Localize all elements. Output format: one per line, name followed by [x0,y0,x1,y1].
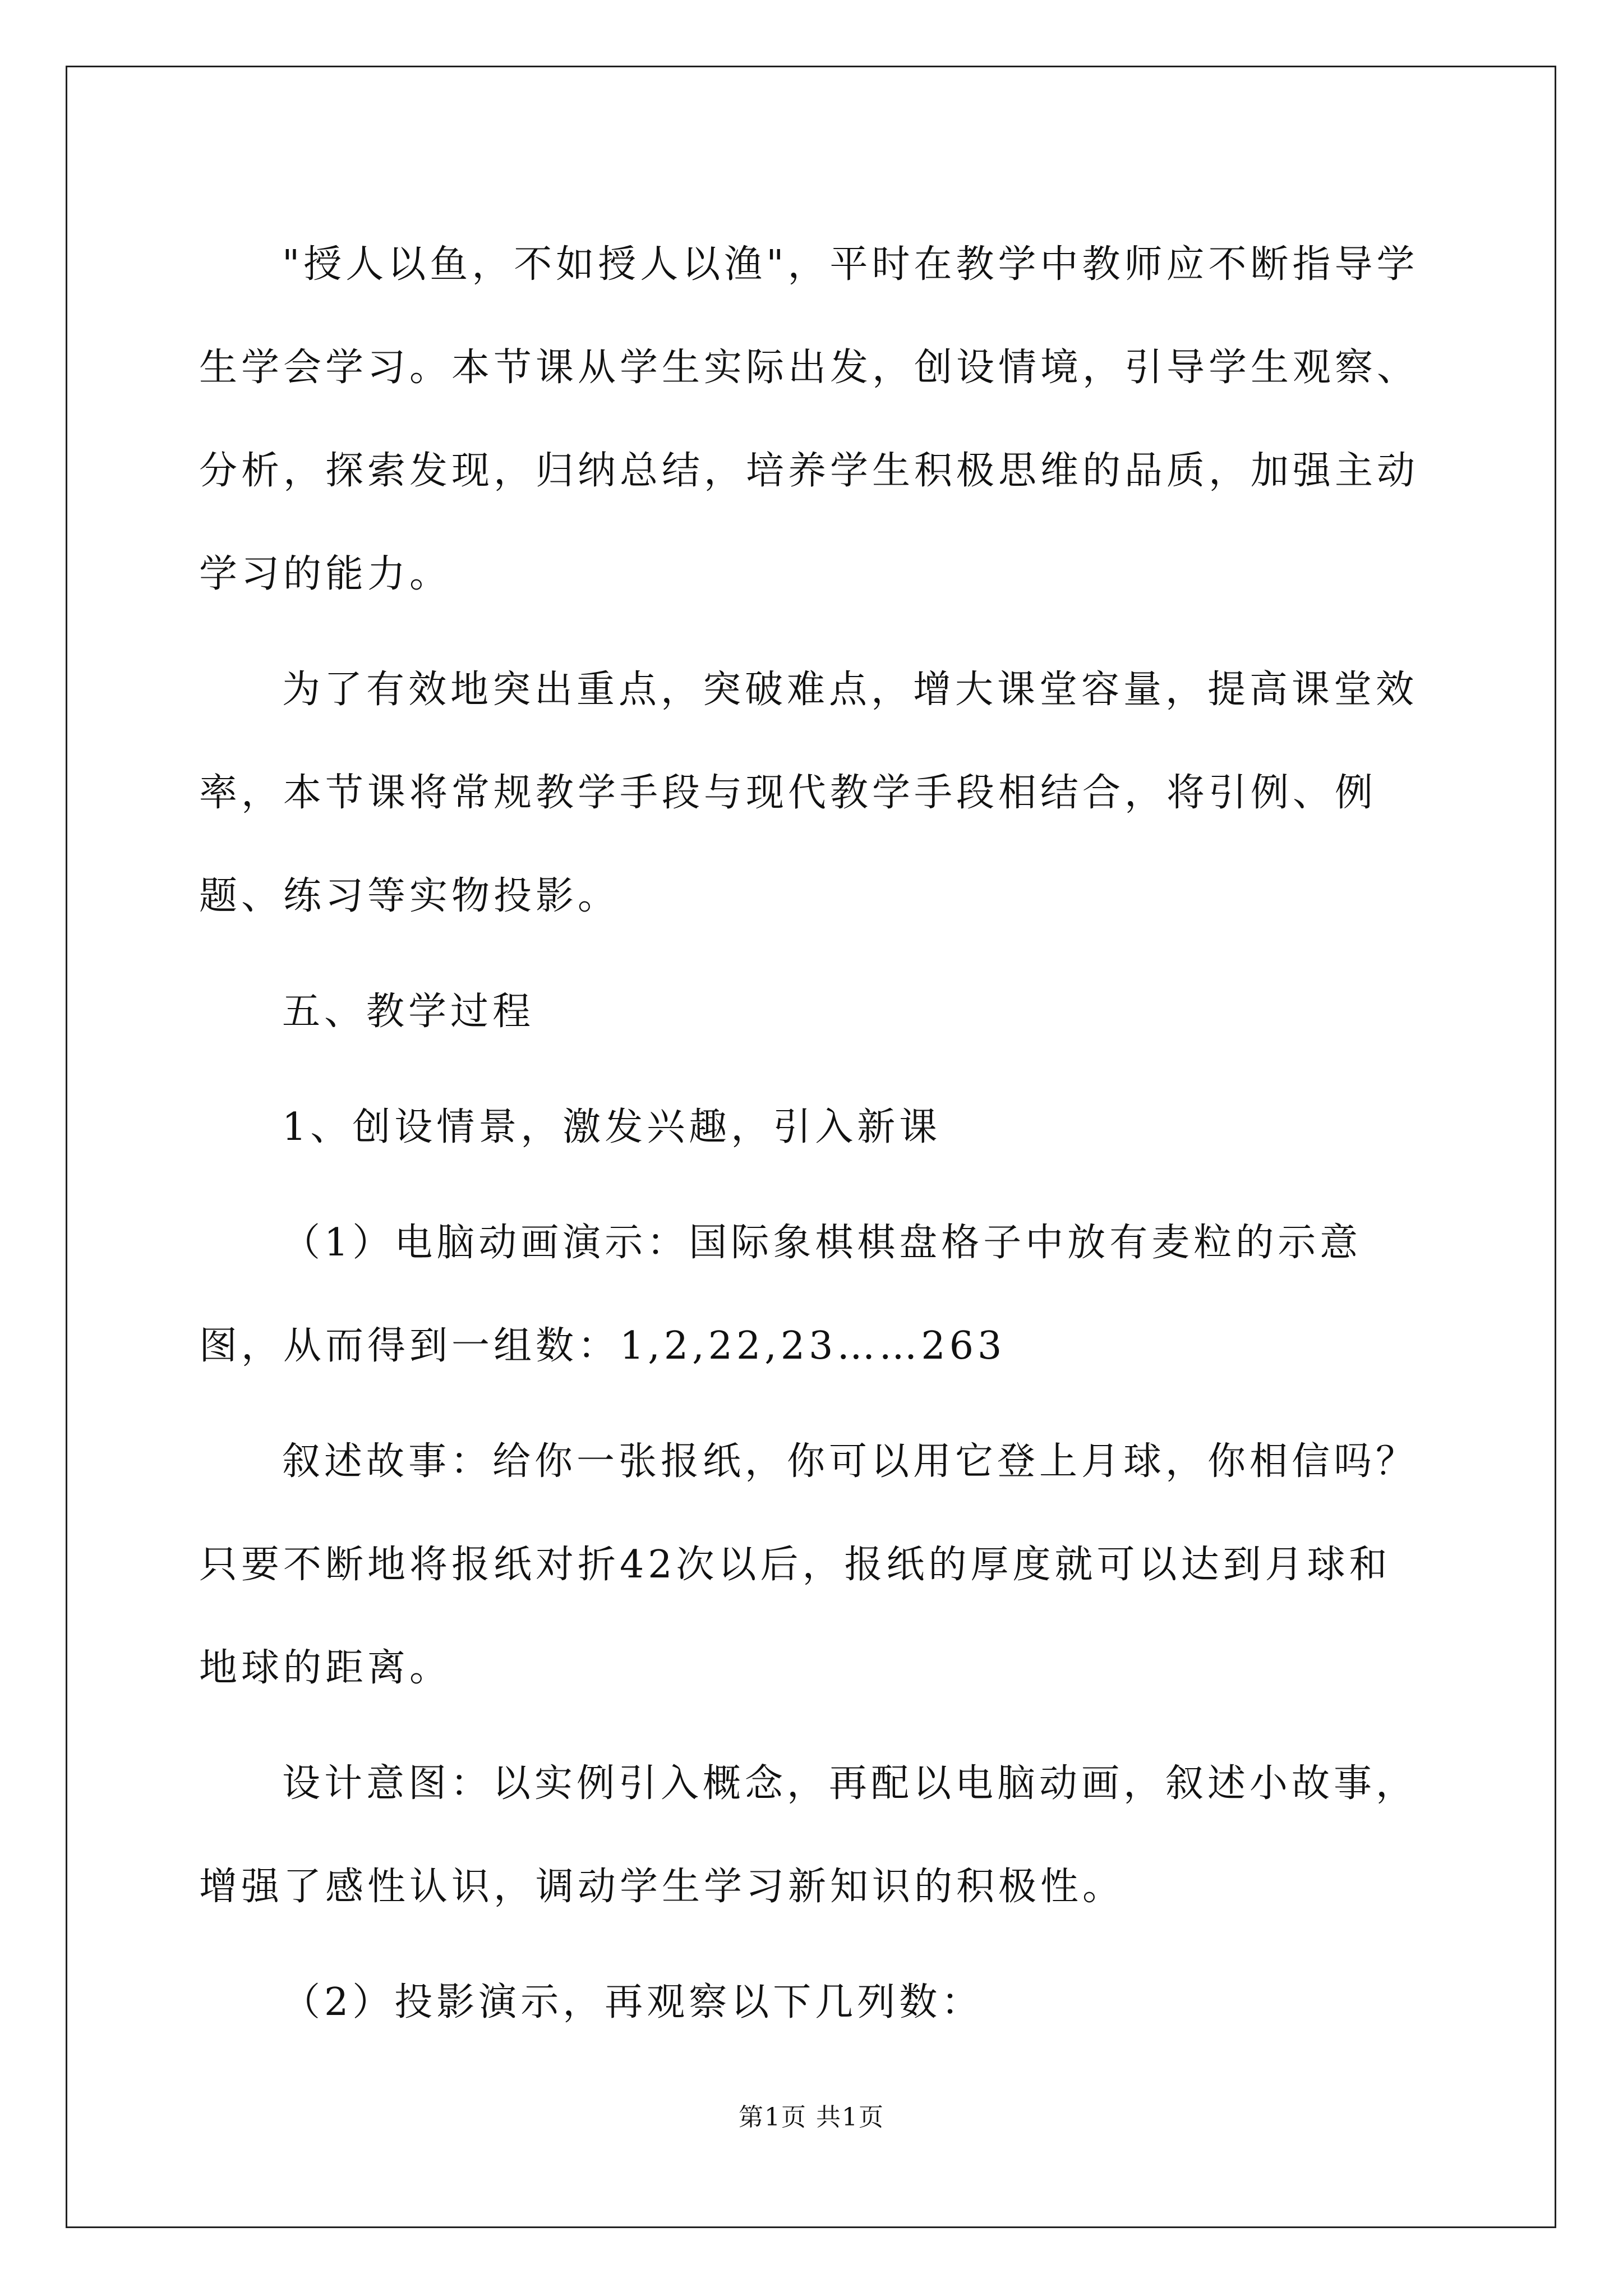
paragraph-projection-demo: （2）投影演示，再观察以下几列数： [282,1980,984,2024]
paragraph-animation-demo: （1）电脑动画演示：国际象棋棋盘格子中放有麦粒的示意图，从而得到一组数：1,2,22,23……263 [199,1221,1362,1368]
page-footer: 第1页 共1页 [739,2103,884,2132]
document-body [199,213,1433,2067]
paragraph-teaching-methods: 为了有效地突出重点，突破难点，增大课堂容量，提高课堂效率，本节课将常规教学手段与现代教学手段相结合，将引例、例题、练习等实物投影。 [199,668,1418,918]
paragraph-story: 叙述故事：给你一张报纸，你可以用它登上月球，你相信吗？只要不断地将报纸对折42次以后，报纸的厚度就可以达到月球和地球的距离。 [199,1439,1418,1690]
paragraph-design-intent: 设计意图：以实例引入概念，再配以电脑动画，叙述小故事，增强了感性认识，调动学生学习新知识的积极性。 [199,1761,1418,1909]
section-heading-teaching-process: 五、教学过程 [282,990,535,1034]
subheading-introduction: 1、创设情景，激发兴趣，引入新课 [282,1105,942,1149]
paragraph-teaching-philosophy: "授人以鱼，不如授人以渔"，平时在教学中教师应不断指导学生学会学习。本节课从学生实际出发，创设情境，引导学生观察、分析，探索发现，归纳总结，培养学生积极思维的品质，加强主动学习的能力。 [199,242,1419,596]
